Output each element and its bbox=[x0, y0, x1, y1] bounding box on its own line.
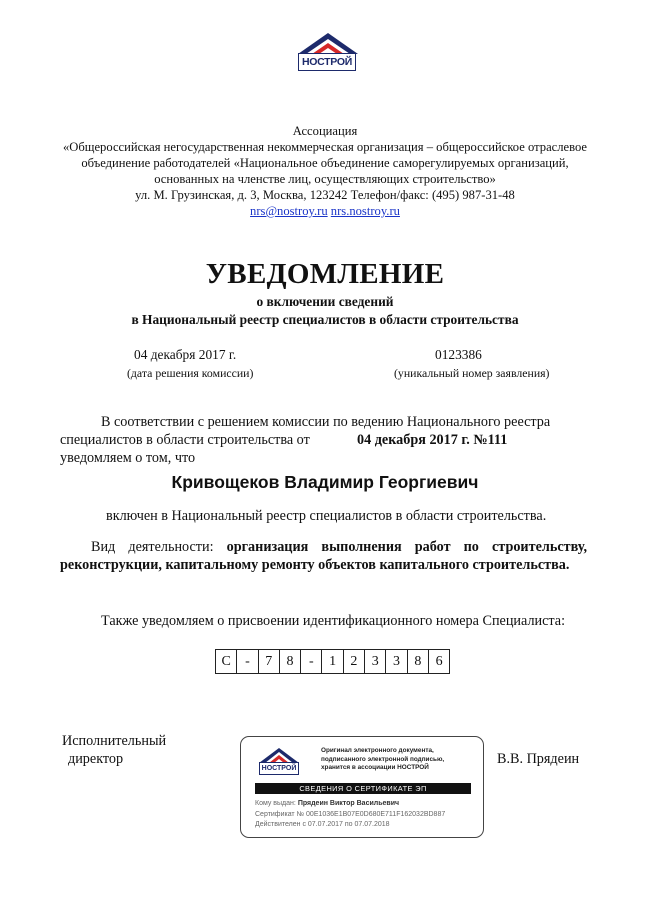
nostroy-logo bbox=[292, 30, 362, 76]
id-notice: Также уведомляем о присвоении идентификационного номера Специалиста: bbox=[101, 613, 566, 629]
stamp-issued-label: Кому выдан: bbox=[255, 800, 296, 807]
id-char: 8 bbox=[408, 650, 429, 673]
subtitle-line-1: о включении сведений bbox=[256, 294, 394, 309]
org-address: ул. М. Грузинская, д. 3, Москва, 123242 Телефон/факс: (495) 987-31-48 bbox=[135, 188, 515, 202]
stamp-issued-to bbox=[255, 799, 475, 810]
decision-reference: 04 декабря 2017 г. №111 bbox=[357, 432, 508, 448]
id-char: 3 bbox=[365, 650, 386, 673]
paragraph-line-3: уведомляем о том, что bbox=[60, 450, 196, 466]
stamp-original-notice bbox=[321, 747, 473, 773]
signatory-position-line-1: Исполнительный bbox=[62, 733, 167, 749]
decision-date: 04 декабря 2017 г. bbox=[134, 347, 237, 362]
email-link[interactable]: nrs@nostroy.ru bbox=[250, 204, 328, 218]
document-title: УВЕДОМЛЕНИЕ bbox=[205, 258, 445, 290]
activity-label: Вид деятельности: bbox=[91, 539, 214, 555]
id-char: - bbox=[301, 650, 322, 673]
paragraph-line-2: специалистов в области строительства от bbox=[60, 432, 310, 448]
id-char: 7 bbox=[259, 650, 280, 673]
org-links bbox=[40, 203, 610, 219]
logo-text: НОСТРОЙ bbox=[298, 53, 356, 71]
application-number-caption: (уникальный номер заявления) bbox=[394, 366, 550, 380]
electronic-signature-stamp bbox=[240, 736, 484, 838]
paragraph-line-1: В соответствии с решением комиссии по ведению Национального реестра bbox=[101, 414, 551, 430]
website-link[interactable]: nrs.nostroy.ru bbox=[330, 204, 400, 218]
document-subtitle bbox=[0, 293, 650, 329]
stamp-logo-text: НОСТРОЙ bbox=[259, 762, 299, 775]
org-name-line-3: основанных на членстве лиц, осуществляющих строительство» bbox=[154, 172, 496, 186]
specialist-name: Кривощеков Владимир Георгиевич bbox=[171, 472, 479, 492]
inclusion-statement: включен в Национальный реестр специалистов в области строительства. bbox=[106, 508, 547, 524]
stamp-certificate-details bbox=[255, 799, 475, 831]
id-char: - bbox=[237, 650, 258, 673]
stamp-original-line-3: хранится в ассоциации НОСТРОЙ bbox=[321, 764, 429, 771]
decision-date-caption: (дата решения комиссии) bbox=[127, 366, 254, 380]
signatory-name: В.В. Прядеин bbox=[497, 751, 580, 767]
id-char: 1 bbox=[322, 650, 343, 673]
signatory-position-line-2: директор bbox=[68, 751, 124, 767]
id-char: 6 bbox=[435, 654, 443, 669]
stamp-original-line-1: Оригинал электронного документа, bbox=[321, 747, 434, 754]
stamp-logo bbox=[257, 746, 301, 776]
id-char: 8 bbox=[280, 650, 301, 673]
org-name-line-2: объединение работодателей «Национальное объединение саморегулируемых организаций, bbox=[81, 156, 569, 170]
stamp-validity: Действителен с 07.07.2017 по 07.07.2018 bbox=[255, 821, 390, 828]
id-char: 2 bbox=[344, 650, 365, 673]
stamp-certificate-header: СВЕДЕНИЯ О СЕРТИФИКАТЕ ЭП bbox=[255, 783, 471, 794]
application-number: 0123386 bbox=[435, 347, 482, 362]
specialist-id-number bbox=[215, 649, 450, 674]
id-char: 3 bbox=[386, 650, 407, 673]
stamp-issued-name: Прядеин Виктор Васильевич bbox=[297, 800, 400, 807]
stamp-certificate-number: Сертификат № 00E1036E1B07E0D680E711F162032BD887 bbox=[255, 810, 446, 818]
subtitle-line-2: в Национальный реестр специалистов в области строительства bbox=[131, 312, 519, 327]
activity-value: организация выполнения работ по строительству, реконструкции, капитальному ремонту объектов капитального строительства. bbox=[60, 539, 587, 573]
org-type: Ассоциация bbox=[292, 124, 358, 138]
organization-header bbox=[40, 123, 610, 219]
org-name-line-1: «Общероссийская негосударственная некоммерческая организация – общероссийское отраслевое bbox=[62, 140, 588, 154]
stamp-original-line-2: подписанного электронной подписью, bbox=[321, 755, 445, 763]
id-char: С bbox=[216, 650, 237, 673]
activity-paragraph bbox=[60, 538, 587, 574]
